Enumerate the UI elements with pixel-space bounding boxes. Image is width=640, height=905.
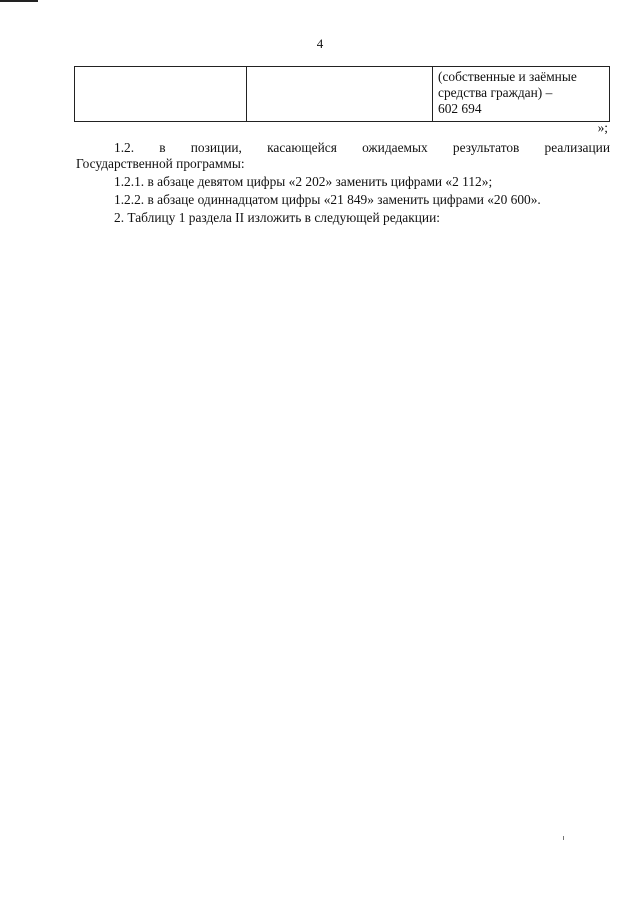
paragraph-2: 2. Таблицу 1 раздела II изложить в следующей редакции: <box>114 210 440 225</box>
paragraph-1-2 <box>76 140 610 172</box>
paragraph-1-2-2: 1.2.2. в абзаце одиннадцатом цифры «21 849» заменить цифрами «20 600». <box>114 192 541 207</box>
paragraph-1-2-line-1: 1.2. в позиции, касающейся ожидаемых результатов реализации <box>114 140 610 155</box>
table-cell-3: (собственные и заёмные средства граждан) – 602 694 <box>433 67 610 122</box>
closing-quote: »; <box>597 120 608 135</box>
table-cell-1 <box>75 67 247 122</box>
scan-edge-mark <box>0 0 38 2</box>
table-row <box>75 67 610 122</box>
page-number: 4 <box>316 36 324 51</box>
table-cell-2 <box>247 67 433 122</box>
paragraph-1-2-line-2: Государственной программы: <box>76 156 245 171</box>
paragraph-1-2-1: 1.2.1. в абзаце девятом цифры «2 202» заменить цифрами «2 112»; <box>114 174 493 189</box>
scan-mark <box>563 836 564 840</box>
continuation-table <box>74 66 610 122</box>
